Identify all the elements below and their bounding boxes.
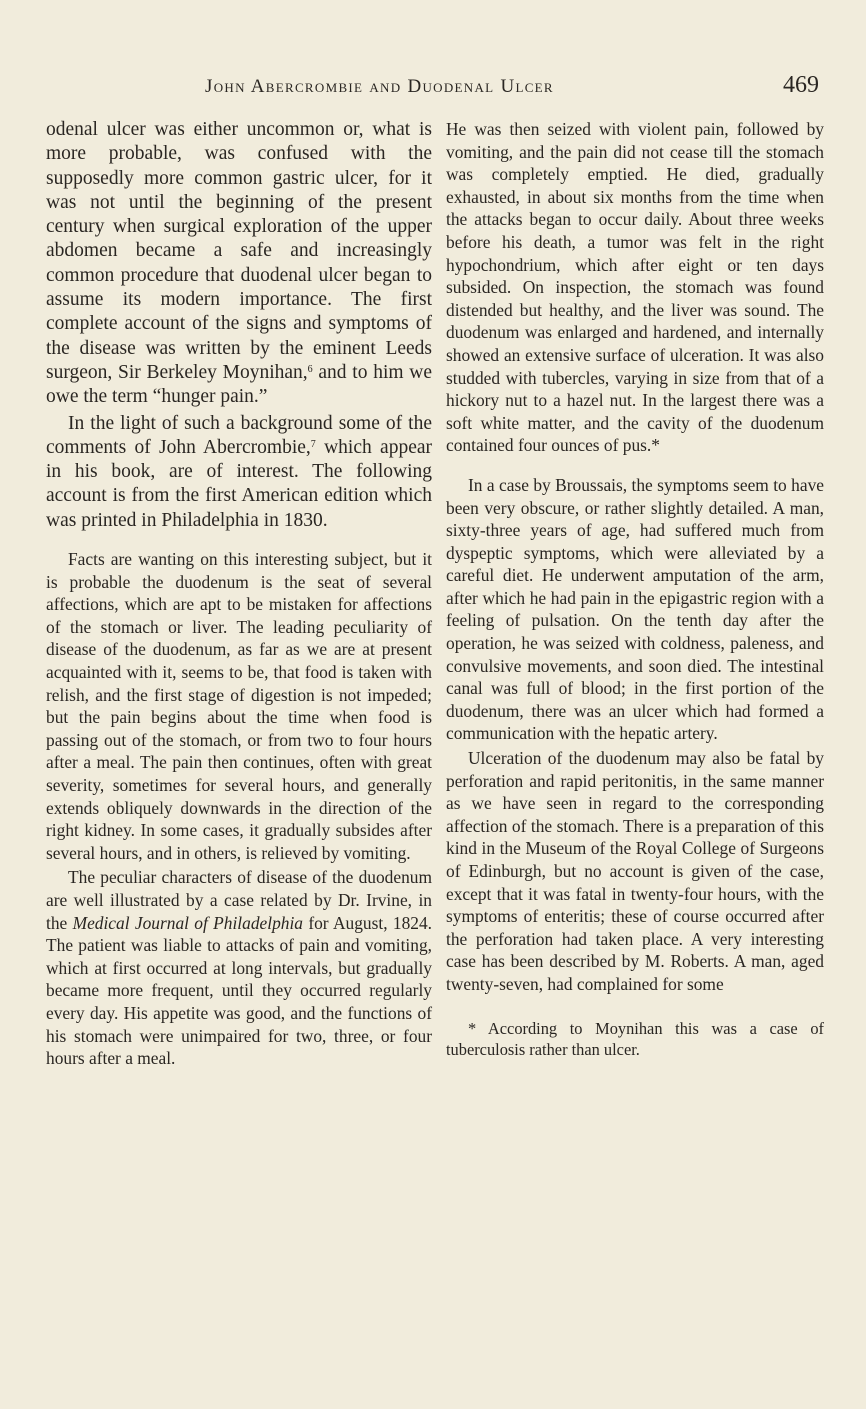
quote-text: The peculiar characters of disease of the duodenum are well illustrated by a case related by Dr. Irvine, in the xyxy=(46,867,432,933)
footnote: * According to Moynihan this was a case of tuberculosis rather than ulcer. xyxy=(446,1018,824,1059)
footnote-ref: 7 xyxy=(310,438,316,450)
quote-paragraph: Ulceration of the duodenum may also be fatal by perforation and rapid peritonitis, in the same manner as we have seen in regard to the corresponding affection of the stomach. There is a preparation of this kind in the Museum of the Royal College of Surgeons of Edinburgh, but no account is given of the case, except that it was fatal in twenty-four hours, with the symptoms of enteritis; these of course occurred after the perforation had taken place. A very interesting case has been described by M. Roberts. A man, aged twenty-seven, had complained for some xyxy=(446,748,824,994)
paragraph-text: and to him we owe the term “hunger pain.” xyxy=(46,361,432,408)
paragraph-continuation xyxy=(46,118,432,410)
right-column xyxy=(446,118,824,1060)
left-column xyxy=(46,118,432,1070)
quote-paragraph: Facts are wanting on this interesting subject, but it is probable the duodenum is the seat of several affections, which are apt to be mistaken for affections of the stomach or liver. The leading peculiarity of disease of the duodenum, as far as we are at present acquainted with it, seems to be, that food is taken with relish, and the first stage of digestion is not impeded; but the pain begins about the time when food is passing out of the stomach, or from two to four hours after a meal. The pain then continues, often with great severity, sometimes for several hours, and generally extends obliquely downwards in the direction of the right kidney. In some cases, it gradually subsides after several hours, and in others, is relieved by vomiting. xyxy=(46,549,432,863)
paragraph-text: odenal ulcer was either uncommon or, what is more probable, was confused with the supposedly more common gastric ulcer, for it was not until the beginning of the present century when surgical exploration of the upper abdomen became a safe and increasingly common procedure that duodenal ulcer began to assume its modern importance. The first complete account of the signs and symptoms of the disease was written by the eminent Leeds surgeon, Sir Berkeley Moynihan, xyxy=(46,119,432,383)
quote-paragraph xyxy=(46,866,432,1069)
quote-paragraph-continuation: He was then seized with violent pain, followed by vomiting, and the pain did not cease till the stomach was completely emptied. He died, gradually exhausted, in about six months from the time when the attacks began to occur daily. About three weeks before his death, a tumor was felt in the right hypochondrium, which after eight or ten days subsided. On inspection, the stomach was found distended but healthy, and the liver was sound. The duodenum was enlarged and hardened, and internally showed an extensive surface of ulceration. It was also studded with tubercles, varying in size from that of a hickory nut to a hazel nut. In the largest there was a soft white matter, and the cavity of the duodenum contained four ounces of pus.* xyxy=(446,119,824,456)
paragraph-background xyxy=(46,412,432,533)
journal-title: Medical Journal of Philadelphia xyxy=(72,912,303,933)
paragraph-text: In the light of such a background some of the comments of John Abercrombie, xyxy=(46,412,432,458)
footnote-ref: 6 xyxy=(307,363,313,375)
quote-paragraph: In a case by Broussais, the symptoms seem to have been very obscure, or rather slightly detailed. A man, sixty-three years of age, had suffered much from dyspeptic symptoms, which were alleviated by a careful diet. He underwent amputation of the arm, after which he had pain in the epigastric region with a feeling of pulsation. On the tenth day after the operation, he was seized with coldness, paleness, and convulsive movements, and soon died. The intestinal canal was full of blood; in the first portion of the duodenum, there was an ulcer which had formed a communication with the hepatic artery. xyxy=(446,474,824,744)
quote-text: for August, 1824. The patient was liable to attacks of pain and vomiting, which at first occurred at long intervals, but gradually became more frequent, until they occurred regularly every day. His appetite was good, and the functions of his stomach were unimpaired for two, three, or four hours after a meal. xyxy=(46,912,433,1069)
running-header xyxy=(0,72,866,104)
paragraph-text: which appear in his book, are of interest. The following account is from the first American edition which was printed in Philadelphia in 1830. xyxy=(46,436,432,531)
running-title: John Abercrombie and Duodenal Ulcer xyxy=(205,76,554,97)
page-number: 469 xyxy=(783,72,819,98)
